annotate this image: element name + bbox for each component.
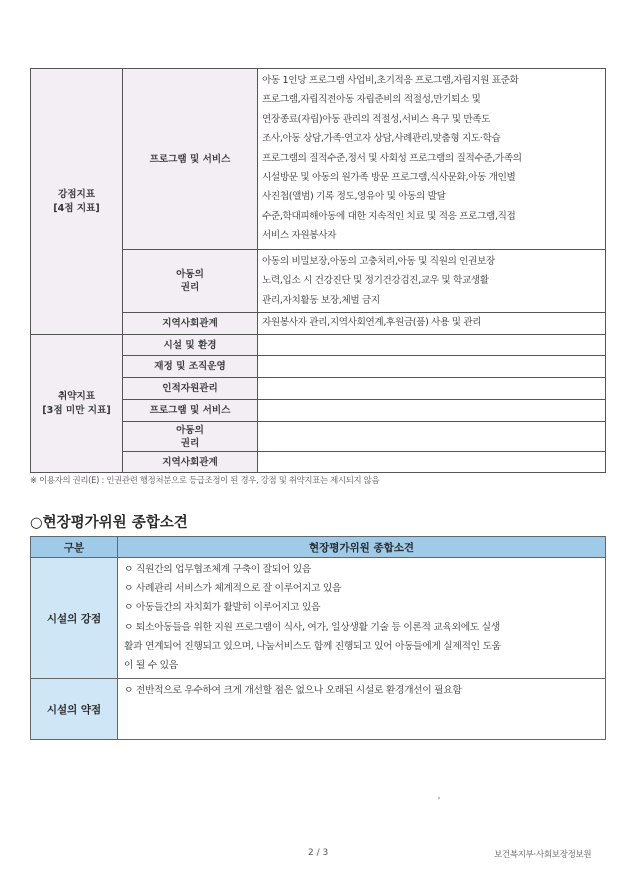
weakness-rights-content — [258, 422, 606, 452]
weakness-category-title: 취약지표 — [57, 390, 96, 402]
strength-category-title: 강점지표 — [57, 188, 96, 200]
subcategory-label: 프로그램 및 서비스 — [149, 405, 231, 417]
content-line: 프로그램,자립직전아동 자립준비의 적절성,만기퇴소 및 — [262, 94, 481, 106]
weakness-subcategory-rights — [123, 422, 258, 452]
scan-speck — [438, 797, 440, 799]
opinion-header-row — [31, 537, 606, 558]
strength-program-row — [31, 69, 606, 250]
content-line: 프로그램의 질적수준,정서 및 사회성 프로그램의 질적수준,가족의 — [262, 152, 522, 164]
weakness-label: 시설의 약점 — [31, 679, 118, 740]
subcategory-label: 지역사회관계 — [162, 318, 218, 330]
subcategory-label: 아동의 — [176, 424, 204, 436]
subcategory-label: 시설 및 환경 — [163, 339, 217, 351]
subcategory-label: 권리 — [180, 437, 200, 449]
field-opinion-table — [30, 536, 606, 740]
strength-community-content — [258, 313, 606, 335]
weakness-hr-content — [258, 378, 606, 400]
weakness-opinion-content — [118, 679, 606, 740]
opinion-line: ㅇ 퇴소아동들을 위한 지원 프로그램이 식사, 여가, 일상생활 기술 등 이론적 교육외에도 실생 — [124, 621, 500, 633]
opinion-weakness-row — [31, 679, 606, 740]
subcategory-label: 인적자원관리 — [162, 383, 218, 395]
opinion-line: ㅇ 사례관리 서비스가 체계적으로 잘 이루어지고 있음 — [124, 583, 342, 595]
opinion-line: ㅇ 아동들간의 자치회가 활발히 이루어지고 있음 — [124, 602, 321, 614]
strength-category-cell — [31, 69, 123, 335]
strength-opinion-content — [118, 558, 606, 679]
rights-note: ※ 이용자의 권리(E) : 인권관련 행정처분으로 등급조정이 된 경우, 강점 및 취약지표는 제시되지 않음 — [30, 475, 380, 485]
subcategory-label: 지역사회관계 — [162, 456, 218, 468]
strength-rights-content — [258, 250, 606, 313]
weakness-facility-content — [258, 335, 606, 356]
weakness-subcategory-hr — [123, 378, 258, 400]
evaluation-indicator-table — [30, 68, 606, 473]
weakness-subcategory-community — [123, 452, 258, 473]
content-line: 수준,학대피해아동에 대한 지속적인 치료 및 적응 프로그램,직접 — [262, 210, 516, 222]
content-line: 아동의 비밀보장,아동의 고충처리,아동 및 직원의 인권보장 — [262, 256, 495, 267]
weakness-subcategory-facility — [123, 335, 258, 356]
header-opinion: 현장평가위원 종합소견 — [118, 537, 606, 558]
strength-subcategory-program — [123, 69, 258, 250]
header-category: 구분 — [31, 537, 118, 558]
opinion-line: ㅇ 직원간의 업무협조체계 구축이 잘되어 있음 — [124, 564, 311, 575]
strength-subcategory-rights — [123, 250, 258, 313]
opinion-strength-row — [31, 558, 606, 679]
weakness-facility-row — [31, 335, 606, 356]
weakness-subcategory-program — [123, 400, 258, 422]
content-line: 관리,자치활동 보장,체벌 금지 — [262, 294, 380, 306]
strength-program-content — [258, 69, 606, 250]
weakness-category-cell — [31, 335, 123, 473]
strength-category-subtitle: [4점 지표] — [53, 202, 100, 214]
weakness-finance-content — [258, 356, 606, 378]
content-line: 조사,아동 상담,가족·연고자 상담,사례관리,맞춤형 지도·학습 — [262, 133, 501, 145]
content-line: 연장종료(자립)아동 관리의 적절성,서비스 욕구 및 만족도 — [262, 113, 491, 125]
content-line: 자원봉사자 관리,지역사회연계,후원금(품) 사용 및 관리 — [262, 317, 482, 329]
subcategory-label: 재정 및 조직운영 — [154, 361, 226, 373]
opinion-line: ㅇ 전반적으로 우수하여 크게 개선할 점은 없으나 오래된 시설로 환경개선이 필요함 — [124, 685, 462, 697]
footer-organization: 보건복지부·사회보장정보원 — [494, 850, 592, 860]
weakness-category-subtitle: [3점 미만 지표] — [42, 404, 111, 416]
page-number: 2 / 3 — [308, 848, 329, 858]
strength-label: 시설의 강점 — [31, 558, 118, 679]
subcategory-label: 권리 — [180, 282, 200, 294]
content-line: 노력,입소 시 건강진단 및 정기건강검진,교우 및 학교생활 — [262, 275, 489, 287]
content-line: 아동 1인당 프로그램 사업비,초기적응 프로그램,자립지원 표준화 — [262, 75, 519, 86]
opinion-line: 이 될 수 있음 — [124, 660, 178, 672]
opinion-line: 활과 연계되어 진행되고 있으며, 나눔서비스도 함께 진행되고 있어 아동들에게 실제적인 도움 — [124, 640, 501, 652]
subcategory-label: 아동의 — [176, 269, 204, 281]
strength-subcategory-community — [123, 313, 258, 335]
content-line: 시설방문 및 아동의 원가족 방문 프로그램,식사문화,아동 개인별 — [262, 172, 516, 184]
weakness-community-content — [258, 452, 606, 473]
section-title: ○현장평가위원 종합소견 — [30, 515, 188, 531]
weakness-program-content — [258, 400, 606, 422]
content-line: 사진첩(앨범) 기록 정도,영유아 및 아동의 발달 — [262, 191, 446, 203]
content-line: 서비스 자원봉사자 — [262, 230, 337, 242]
weakness-subcategory-finance — [123, 356, 258, 378]
subcategory-label: 프로그램 및 서비스 — [149, 153, 231, 165]
